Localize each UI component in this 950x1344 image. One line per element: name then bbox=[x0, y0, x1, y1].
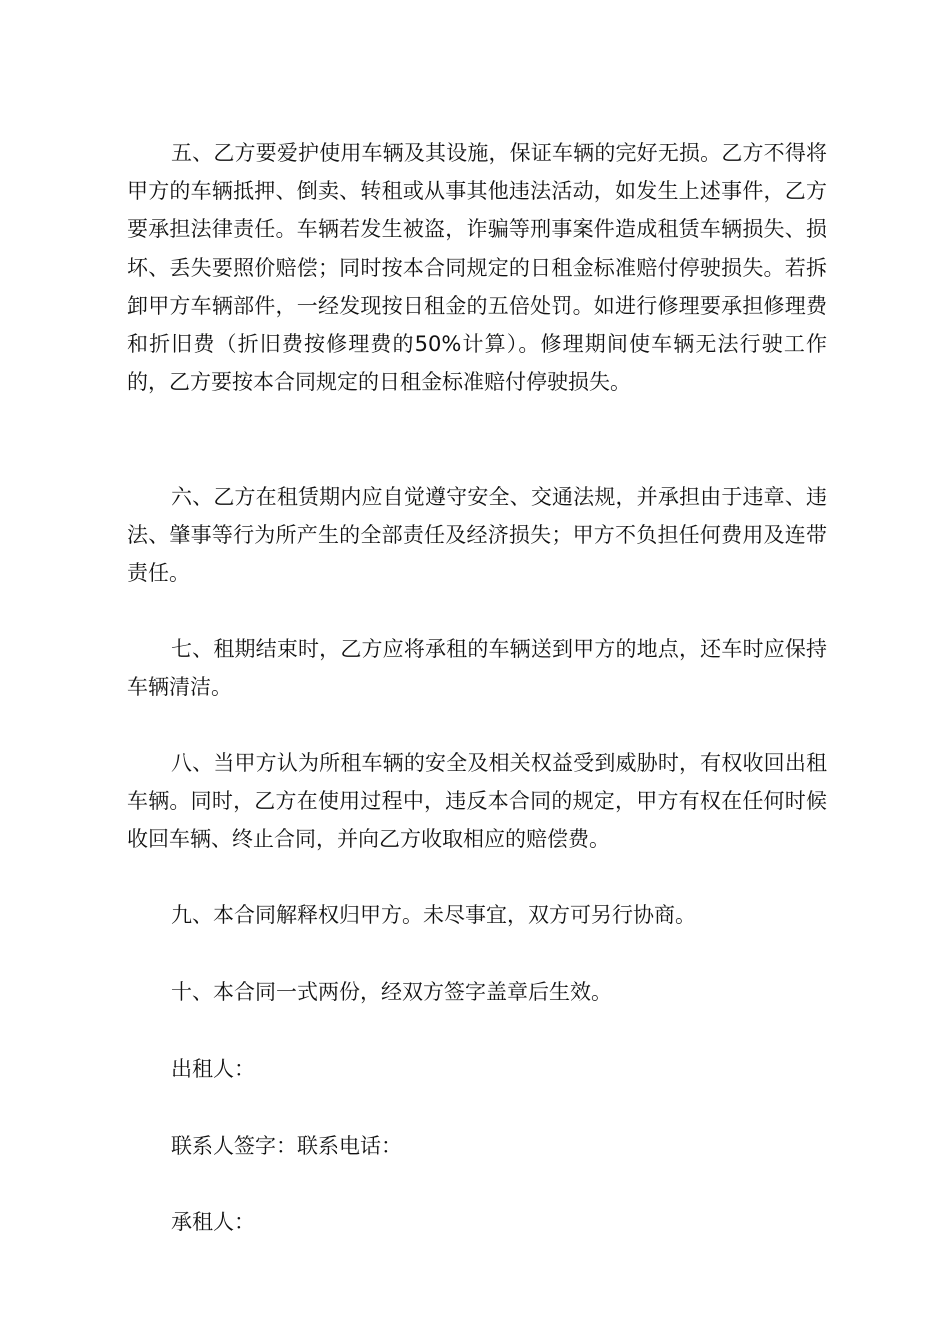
lessee-label: 承租人： bbox=[171, 1210, 255, 1234]
clause-five: 五、乙方要爱护使用车辆及其设施，保证车辆的完好无损。乙方不得将甲方的车辆抵押、倒卖、转租或从事其他违法活动，如发生上述事件，乙方要承担法律责任。车辆若发生被盗，诈骗等刑事案件造成租赁车辆损失、损坏、丢失要照价赔偿；同时按本合同规定的日租金标准赔付停驶损失。若拆卸甲方车辆部件，一经发现按日租金的五倍处罚。如进行修理要承担修理费和折旧费（折旧费按修理费的50%计算）。修理期间使车辆无法行驶工作的，乙方要按本合同规定的日租金标准赔付停驶损失。 bbox=[127, 141, 827, 395]
lessor-label: 出租人： bbox=[171, 1057, 255, 1081]
clause-seven: 七、租期结束时，乙方应将承租的车辆送到甲方的地点，还车时应保持车辆清洁。 bbox=[127, 637, 827, 700]
clause-eight: 八、当甲方认为所租车辆的安全及相关权益受到威胁时，有权收回出租车辆。同时，乙方在使用过程中，违反本合同的规定，甲方有权在任何时候收回车辆、终止合同，并向乙方收取相应的赔偿费。 bbox=[127, 751, 827, 852]
contact-label: 联系人签字：联系电话： bbox=[171, 1134, 402, 1158]
clause-ten: 十、本合同一式两份，经双方签字盖章后生效。 bbox=[171, 980, 612, 1004]
clause-six: 六、乙方在租赁期内应自觉遵守安全、交通法规，并承担由于违章、违法、肇事等行为所产生的全部责任及经济损失；甲方不负担任何费用及连带责任。 bbox=[127, 485, 827, 586]
clause-nine: 九、本合同解释权归甲方。未尽事宜，双方可另行协商。 bbox=[171, 903, 696, 927]
